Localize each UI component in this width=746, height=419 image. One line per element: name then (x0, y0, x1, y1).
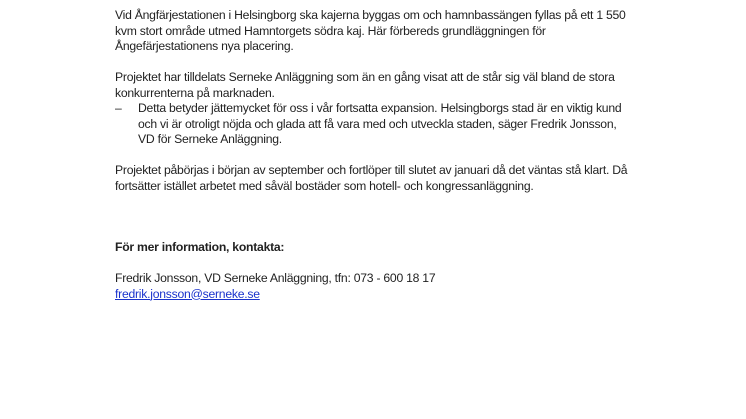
intro-paragraph: Vid Ångfärjestationen i Helsingborg ska kajerna byggas om och hamnbassängen fyllas på ett 1 550 kvm stort område utmed Hamntorgets södra kaj. Här förbereds grundläggningen för Ångefärjestationens nya placering. (115, 8, 626, 53)
contact-heading: För mer information, kontakta: (115, 240, 285, 254)
spacer (115, 55, 635, 71)
quote-bullet (115, 101, 635, 148)
spacer (115, 194, 635, 240)
spacer (115, 256, 635, 272)
spacer (115, 148, 635, 164)
quote-paragraph: Detta betyder jättemycket för oss i vår fortsatta expansion. Helsingborgs stad är en viktig kund och vi är otroligt nöjda och glada att få vara med och utveckla staden, säger Fredrik Jonsson, VD för Serneke Anläggning. (138, 101, 622, 146)
contractor-paragraph: Projektet har tilldelats Serneke Anläggning som än en gång visat att de står sig väl bland de stora konkurrenterna på marknaden. (115, 70, 615, 100)
contact-email-link[interactable]: fredrik.jonsson@serneke.se (115, 286, 260, 301)
timeline-paragraph: Projektet påbörjas i början av september och fortlöper till slutet av januari då det väntas stå klart. Då fortsätter istället arbetet med såväl bostäder som hotell- och kongressanläggning. (115, 163, 628, 193)
contact-person: Fredrik Jonsson, VD Serneke Anläggning, tfn: 073 - 600 18 17 (115, 271, 436, 285)
bullet-dash: – (115, 101, 122, 115)
document-body (115, 8, 635, 302)
